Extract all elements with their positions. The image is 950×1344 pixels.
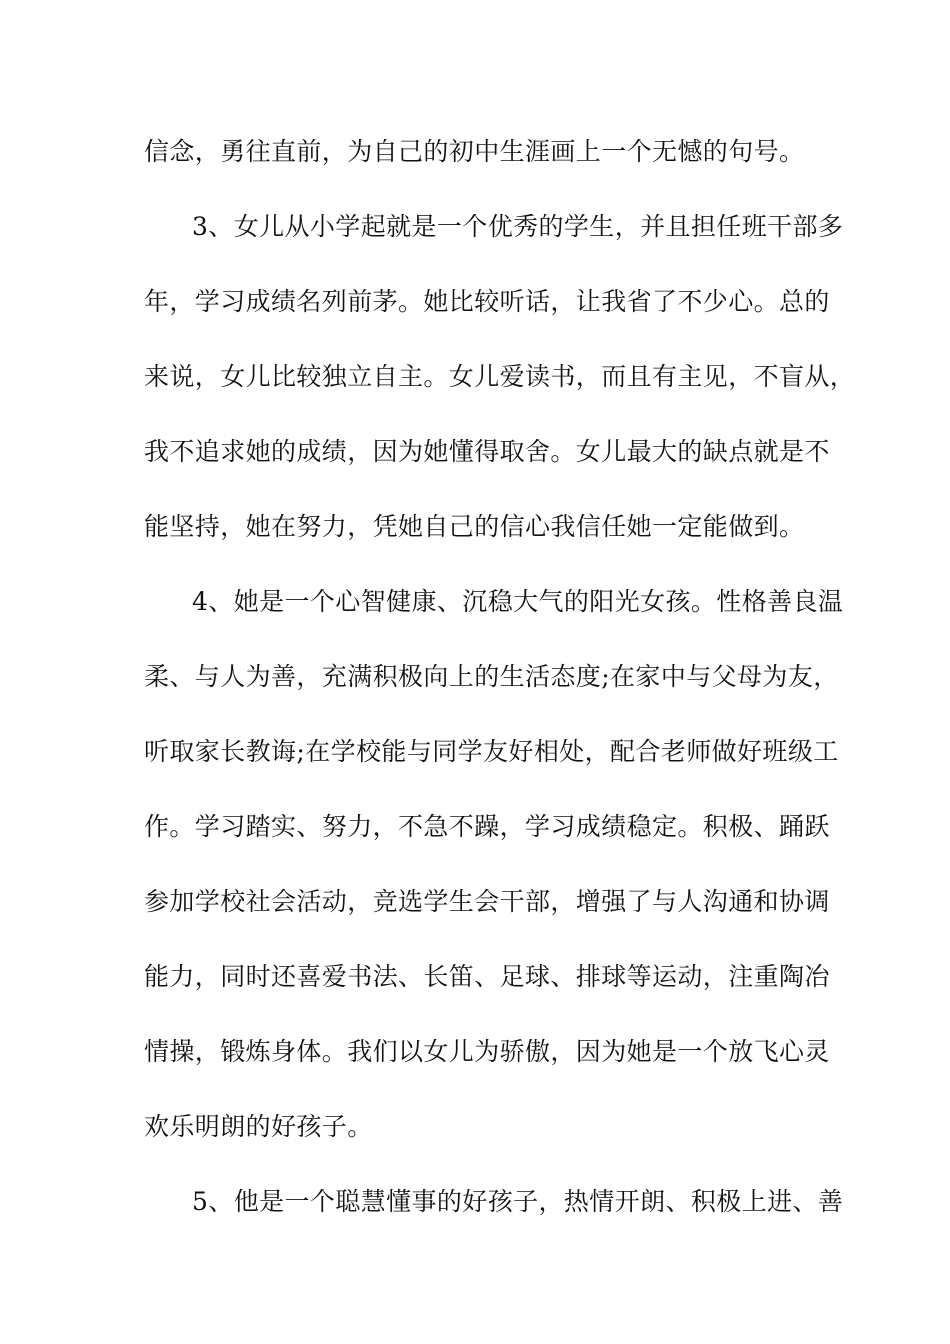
text-line: 柔、与人为善，充满积极向上的生活态度;在家中与父母为友， bbox=[144, 662, 839, 691]
text-line: 听取家长教诲;在学校能与同学友好相处，配合老师做好班级工 bbox=[144, 737, 839, 766]
text-line: 参加学校社会活动，竞选学生会干部，增强了与人沟通和协调 bbox=[144, 887, 830, 916]
text-line: 我不追求她的成绩，因为她懂得取舍。女儿最大的缺点就是不 bbox=[144, 437, 830, 466]
text-line: 年，学习成绩名列前茅。她比较听话，让我省了不少心。总的 bbox=[144, 287, 830, 316]
text-line: 情操，锻炼身体。我们以女儿为骄傲，因为她是一个放飞心灵 bbox=[144, 1037, 830, 1066]
text-line: 能坚持，她在努力，凭她自己的信心我信任她一定能做到。 bbox=[144, 512, 805, 541]
paragraph-5-start: 5、他是一个聪慧懂事的好孩子，热情开朗、积极上进、善 bbox=[192, 1187, 844, 1216]
paragraph-4-start: 4、她是一个心智健康、沉稳大气的阳光女孩。性格善良温 bbox=[192, 587, 844, 616]
text-line: 来说，女儿比较独立自主。女儿爱读书，而且有主见，不盲从， bbox=[144, 362, 856, 391]
text-line: 欢乐明朗的好孩子。 bbox=[144, 1112, 373, 1141]
text-line: 作。学习踏实、努力，不急不躁，学习成绩稳定。积极、踊跃 bbox=[144, 812, 830, 841]
text-line: 信念，勇往直前，为自己的初中生涯画上一个无憾的句号。 bbox=[144, 137, 805, 166]
paragraph-3-start: 3、女儿从小学起就是一个优秀的学生，并且担任班干部多 bbox=[192, 212, 844, 241]
text-line: 能力，同时还喜爱书法、长笛、足球、排球等运动，注重陶冶 bbox=[144, 962, 830, 991]
